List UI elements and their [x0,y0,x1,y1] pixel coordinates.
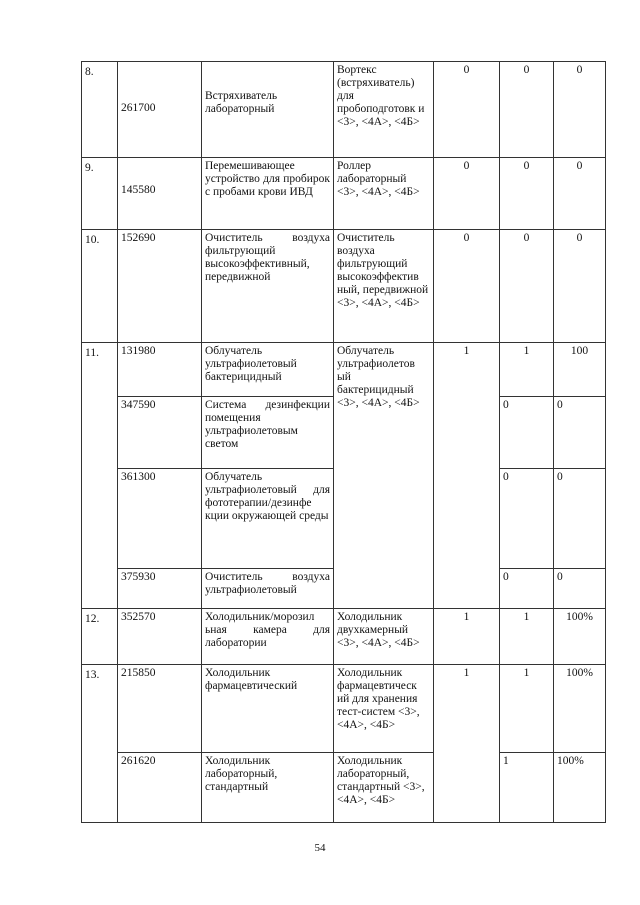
qty-b: 0 [500,469,554,569]
table-row-13-2 [82,753,606,823]
item-code: 352570 [118,609,202,665]
qty-b: 0 [500,230,554,343]
item-name: Холодильник/морозил ьная камера для лаборатории [202,609,334,665]
qty-c: 100 [554,343,606,397]
qty-c: 100% [554,753,606,823]
qty-a: 1 [434,665,500,823]
qty-c: 0 [554,230,606,343]
row-number: 11. [82,343,118,609]
qty-b: 1 [500,665,554,753]
table-row-13 [82,665,606,753]
qty-a: 0 [434,230,500,343]
qty-b: 0 [500,62,554,158]
item-name: Система дезинфекции помещения ультрафиолетовым светом [202,397,334,469]
qty-b: 0 [500,158,554,230]
qty-c: 0 [554,397,606,469]
item-description: Холодильник лабораторный, стандартный <3>, <4А>, <4Б> [334,753,434,823]
item-description: Облучатель ультрафиолетов ый бактерицидный <3>, <4А>, <4Б> [334,343,434,609]
qty-b: 1 [500,609,554,665]
item-name: Перемешивающее устройство для пробирок с пробами крови ИВД [202,158,334,230]
item-code: 261700 [118,62,202,158]
item-name: Холодильник лабораторный, стандартный [202,753,334,823]
qty-a: 1 [434,609,500,665]
row-number: 8. [82,62,118,158]
qty-a: 0 [434,62,500,158]
table-row-11 [82,343,606,397]
row-number: 12. [82,609,118,665]
item-description: Роллер лабораторный <3>, <4А>, <4Б> [334,158,434,230]
row-number: 9. [82,158,118,230]
item-code: 375930 [118,569,202,609]
page-number: 54 [314,842,326,854]
item-name: Очиститель воздуха фильтрующий высокоэффективный, передвижной [202,230,334,343]
table-row-9 [82,158,606,230]
item-name: Очиститель воздуха ультрафиолетовый [202,569,334,609]
qty-b: 0 [500,397,554,469]
table-row-10 [82,230,606,343]
item-name: Встряхиватель лабораторный [202,62,334,158]
item-code: 145580 [118,158,202,230]
qty-c: 100% [554,665,606,753]
item-code: 361300 [118,469,202,569]
item-code: 152690 [118,230,202,343]
qty-c: 0 [554,158,606,230]
qty-c: 100% [554,609,606,665]
qty-b: 1 [500,753,554,823]
qty-b: 1 [500,343,554,397]
qty-a: 0 [434,158,500,230]
qty-c: 0 [554,62,606,158]
equipment-table [81,61,606,823]
item-code: 261620 [118,753,202,823]
item-name: Холодильник фармацевтический [202,665,334,753]
item-description: Вортекс (встряхиватель) для пробоподготовк и <3>, <4А>, <4Б> [334,62,434,158]
item-name: Облучатель ультрафиолетовый бактерицидный [202,343,334,397]
item-code: 131980 [118,343,202,397]
item-code: 215850 [118,665,202,753]
item-name: Облучатель ультрафиолетовый для фототерапии/дезинфе кции окружающей среды [202,469,334,569]
row-number: 13. [82,665,118,823]
row-number: 10. [82,230,118,343]
qty-a: 1 [434,343,500,609]
item-description: Холодильник двухкамерный <3>, <4А>, <4Б> [334,609,434,665]
qty-c: 0 [554,569,606,609]
item-description: Холодильник фармацевтическ ий для хранения тест-систем <3>, <4А>, <4Б> [334,665,434,753]
table-row-8 [82,62,606,158]
item-code: 347590 [118,397,202,469]
item-description: Очиститель воздуха фильтрующий высокоэффектив ный, передвижной <3>, <4А>, <4Б> [334,230,434,343]
table-row-12 [82,609,606,665]
qty-b: 0 [500,569,554,609]
qty-c: 0 [554,469,606,569]
